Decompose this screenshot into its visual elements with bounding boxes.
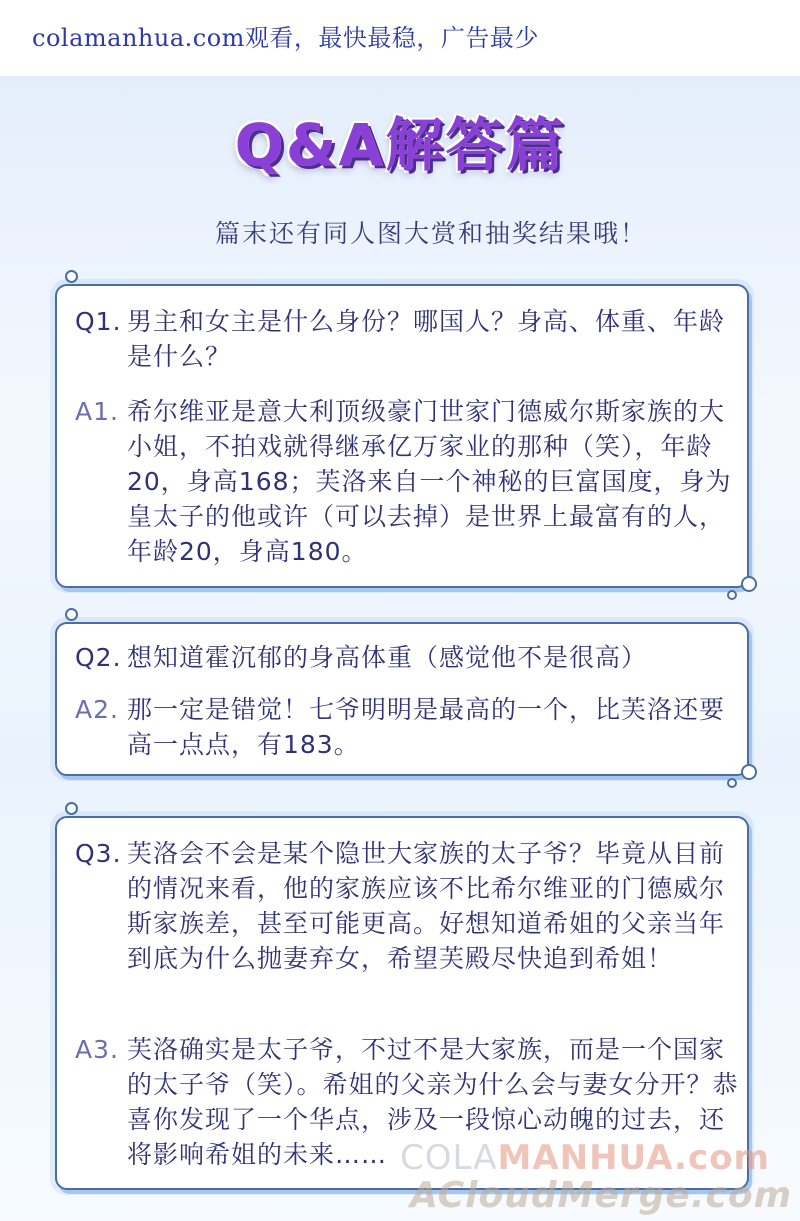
- decor-bubble-icon: [65, 608, 78, 621]
- question-label: Q1.: [75, 307, 122, 336]
- answer-text: 芙洛确实是太子爷，不过不是大家族，而是一个国家的太子爷（笑）。希姐的父亲为什么会与妻女分开？恭喜你发现了一个华点，涉及一段惊心动魄的过去，还将影响希姐的未来……: [127, 1035, 739, 1169]
- qa-card-3: [55, 816, 749, 1190]
- decor-bubble-icon: [727, 590, 737, 600]
- decor-bubble-icon: [65, 270, 78, 283]
- watermark-acloudmerge: ACloudMerge.com: [410, 1175, 793, 1216]
- decor-bubble-icon: [741, 576, 757, 592]
- top-banner: [0, 0, 800, 76]
- decor-bubble-icon: [727, 778, 737, 788]
- answer-text: 希尔维亚是意大利顶级豪门世家门德威尔斯家族的大小姐，不拍戏就得继承亿万家业的那种（笑），年龄20，身高168；芙洛来自一个神秘的巨富国度，身为皇太子的他或许（可以去掉）是世界上最富有的人，年龄20，身高180。: [127, 397, 732, 566]
- question-block: [75, 640, 735, 675]
- page-title: Q&A解答篇: [234, 111, 566, 179]
- page-subtitle: 篇末还有同人图大赏和抽奖结果哦！: [215, 219, 648, 248]
- question-text: 想知道霍沉郁的身高体重（感觉他不是很高）: [127, 643, 648, 672]
- question-label: Q3.: [75, 839, 122, 868]
- answer-label: A3.: [75, 1035, 119, 1064]
- qa-card-1: [55, 284, 749, 588]
- decor-bubble-icon: [741, 764, 757, 780]
- banner-text: colamanhua.com观看，最快最稳，广告最少: [32, 24, 539, 52]
- question-block: [75, 304, 735, 374]
- answer-label: A2.: [75, 695, 119, 724]
- question-block: [75, 836, 735, 1011]
- answer-block: [75, 394, 735, 569]
- answer-block: [75, 692, 735, 762]
- answer-text: 那一定是错觉！七爷明明是最高的一个，比芙洛还要高一点点，有183。: [127, 695, 726, 759]
- watermark-colamanhua: [400, 1138, 770, 1178]
- watermark-prefix: COLA: [400, 1138, 498, 1178]
- question-text: 男主和女主是什么身份？哪国人？身高、体重、年龄是什么？: [127, 307, 726, 371]
- question-label: Q2.: [75, 643, 122, 672]
- decor-bubble-icon: [65, 802, 78, 815]
- answer-label: A1.: [75, 397, 119, 426]
- question-text: 芙洛会不会是某个隐世大家族的太子爷？毕竟从目前的情况来看，他的家族应该不比希尔维亚的门德威尔斯家族差，甚至可能更高。好想知道希姐的父亲当年到底为什么抛妻弃女，希望芙殿尽快追到希姐！: [127, 839, 726, 973]
- watermark-main: MANHUA.com: [497, 1138, 770, 1178]
- qa-card-2: [55, 622, 749, 776]
